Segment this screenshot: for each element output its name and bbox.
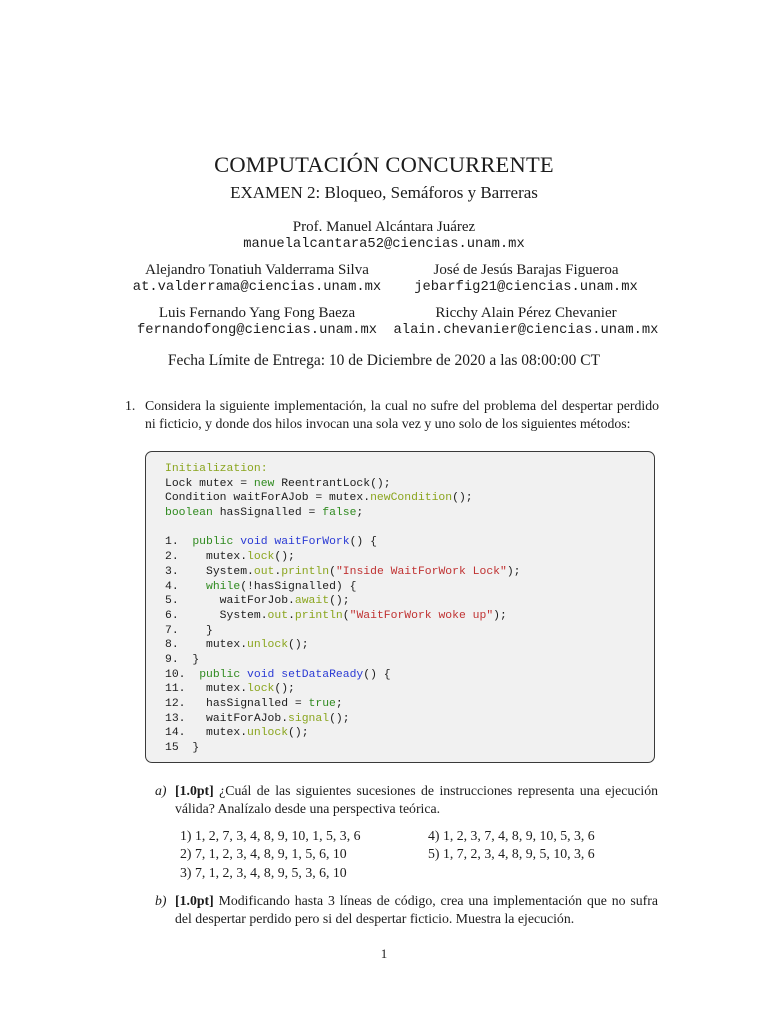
code-token: out [267,609,289,622]
subquestion-body: Modificando hasta 3 líneas de código, crea una implementación que no sufra del despertar perdido pero si del despertar ficticio. Muestra la ejecución. [175,893,658,926]
author-email: alain.chevanier@ciencias.unam.mx [393,323,659,338]
code-line [165,726,521,741]
course-title: COMPUTACIÓN CONCURRENTE [214,152,554,177]
code-token: "Inside WaitForWork Lock" [335,565,507,578]
deadline-text: Fecha Límite de Entrega: 10 de Diciembre de 2020 a las 08:00:00 CT [167,352,601,369]
code-token: unlock [247,639,289,652]
code-token: public [199,668,241,681]
code-token: 5. waitForJob. [165,595,295,608]
subquestion-text [175,782,658,817]
exam-subtitle: EXAMEN 2: Bloqueo, Semáforos y Barreras [230,183,538,202]
professor-block [0,218,768,254]
code-token: false [322,507,357,520]
code-token: Condition waitForAJob = mutex. [165,492,371,505]
code-token: 13. waitForAJob. [165,712,289,725]
subquestion-a [155,782,658,817]
question-1 [126,397,659,432]
code-token: 12. hasSignalled = [165,698,309,710]
code-token: new [253,477,275,490]
code-line [165,697,521,712]
code-token: setDataReady [281,668,364,681]
subquestion-body: ¿Cuál de las siguientes sucesiones de instrucciones representa una ejecución válida? Analízalo desde una perspectiva teórica. [175,783,658,816]
code-token: (); [329,595,350,608]
page-number: 1 [380,946,388,961]
code-line [165,609,521,624]
code-token: while [206,580,241,593]
code-token: waitForWork [274,536,350,549]
subquestion-label: b) [155,893,167,908]
professor-email: manuelalcantara52@ciencias.unam.mx [243,237,525,252]
code-token: 4. [165,580,207,593]
code-line [165,565,521,580]
code-token: () { [363,668,391,681]
code-token: boolean [165,507,213,520]
code-token: 10. [165,668,200,681]
code-token: 1. [165,536,193,549]
author-email: at.valderrama@ciencias.unam.mx [132,280,382,295]
exam-header [0,150,768,371]
code-token: public [192,536,234,549]
code-token: ( [329,565,336,578]
code-token: "WaitForWork woke up" [349,609,494,622]
code-block [165,462,521,756]
code-token: 7. } [165,624,213,637]
code-token: 9. } [165,653,200,666]
code-token: hasSignalled = [212,507,323,520]
subquestion-label: a) [155,783,167,798]
code-token: . [274,565,282,578]
answer-option: 1) 1, 2, 7, 3, 4, 8, 9, 10, 1, 5, 3, 6 [180,828,361,843]
code-token: ReentrantLock(); [274,477,391,490]
code-token: println [281,565,330,578]
question-number: 1. [125,398,136,413]
code-token: println [294,609,343,622]
code-token: 2. mutex. [165,551,248,564]
code-token: lock [247,551,275,564]
points-label: [1.0pt] [175,783,214,798]
author-block [356,304,696,340]
code-line [165,535,521,550]
authors-row-1 [0,261,768,297]
code-token: void [240,536,268,549]
code-line [165,462,521,477]
code-listing [145,451,655,763]
code-line [165,550,521,565]
author-email: jebarfig21@ciencias.unam.mx [414,280,638,295]
code-token: ( [342,609,350,622]
code-token: (); [274,551,295,564]
answer-option: 5) 1, 7, 2, 3, 4, 8, 9, 5, 10, 3, 6 [428,846,595,862]
code-token: newCondition [370,492,453,505]
code-token: void [247,668,275,681]
code-token: (); [329,712,350,725]
code-token: ); [506,565,521,578]
points-label: [1.0pt] [175,893,214,908]
code-line [165,741,521,756]
professor-name: Prof. Manuel Alcántara Juárez [292,219,476,235]
code-token: (); [274,683,295,696]
code-line [165,682,521,697]
code-token: (); [288,639,309,652]
code-line [165,521,521,536]
code-token: ; [335,698,343,710]
code-token: 11. mutex. [165,683,248,696]
code-line [165,477,521,492]
code-token: ); [493,609,507,622]
code-token: Lock mutex = [165,477,254,490]
code-line [165,624,521,639]
code-token: (); [288,727,309,740]
author-name: Luis Fernando Yang Fong Baeza [158,305,356,321]
code-line [165,506,521,521]
code-line [165,491,521,506]
code-line [165,712,521,727]
question-text: Considera la siguiente implementación, la cual no sufre del problema del despertar perdido ni ficticio, y donde dos hilos invocan una sola vez y uno solo de los siguientes métodos: [145,398,659,431]
author-name: Ricchy Alain Pérez Chevanier [435,305,617,321]
code-line [165,594,521,609]
code-token: out [253,565,275,578]
code-token: 3. System. [165,565,254,578]
code-token: await [294,595,330,608]
subquestion-b [155,892,658,927]
code-token: (); [452,492,473,505]
author-name: Alejandro Tonatiuh Valderrama Silva [145,262,369,278]
code-line [165,668,521,683]
code-token: () { [349,536,377,549]
code-token: true [308,698,336,710]
code-token: signal [288,712,330,725]
code-token: unlock [247,727,289,740]
code-token: (!hasSignalled) { [240,580,357,593]
code-token: 8. mutex. [165,639,248,652]
answer-option: 3) 7, 1, 2, 3, 4, 8, 9, 5, 3, 6, 10 [180,864,347,880]
author-email: fernandofong@ciencias.unam.mx [136,323,378,338]
author-block [356,261,696,297]
code-token: 15 } [165,742,200,755]
code-line [165,638,521,653]
answer-option: 2) 7, 1, 2, 3, 4, 8, 9, 1, 5, 6, 10 [180,846,347,862]
code-token: Initialization: [165,463,268,475]
subquestion-text [175,892,658,927]
code-token: lock [247,683,275,696]
code-token: 14. mutex. [165,727,248,740]
code-token: 6. System. [165,609,268,622]
authors-row-2 [0,304,768,340]
code-line [165,653,521,668]
author-name: José de Jesús Barajas Figueroa [433,262,619,278]
code-token: . [288,609,295,622]
answer-options [180,827,640,887]
answer-option: 4) 1, 2, 3, 7, 4, 8, 9, 10, 5, 3, 6 [428,828,595,843]
code-line [165,580,521,595]
code-token: ; [356,507,364,520]
